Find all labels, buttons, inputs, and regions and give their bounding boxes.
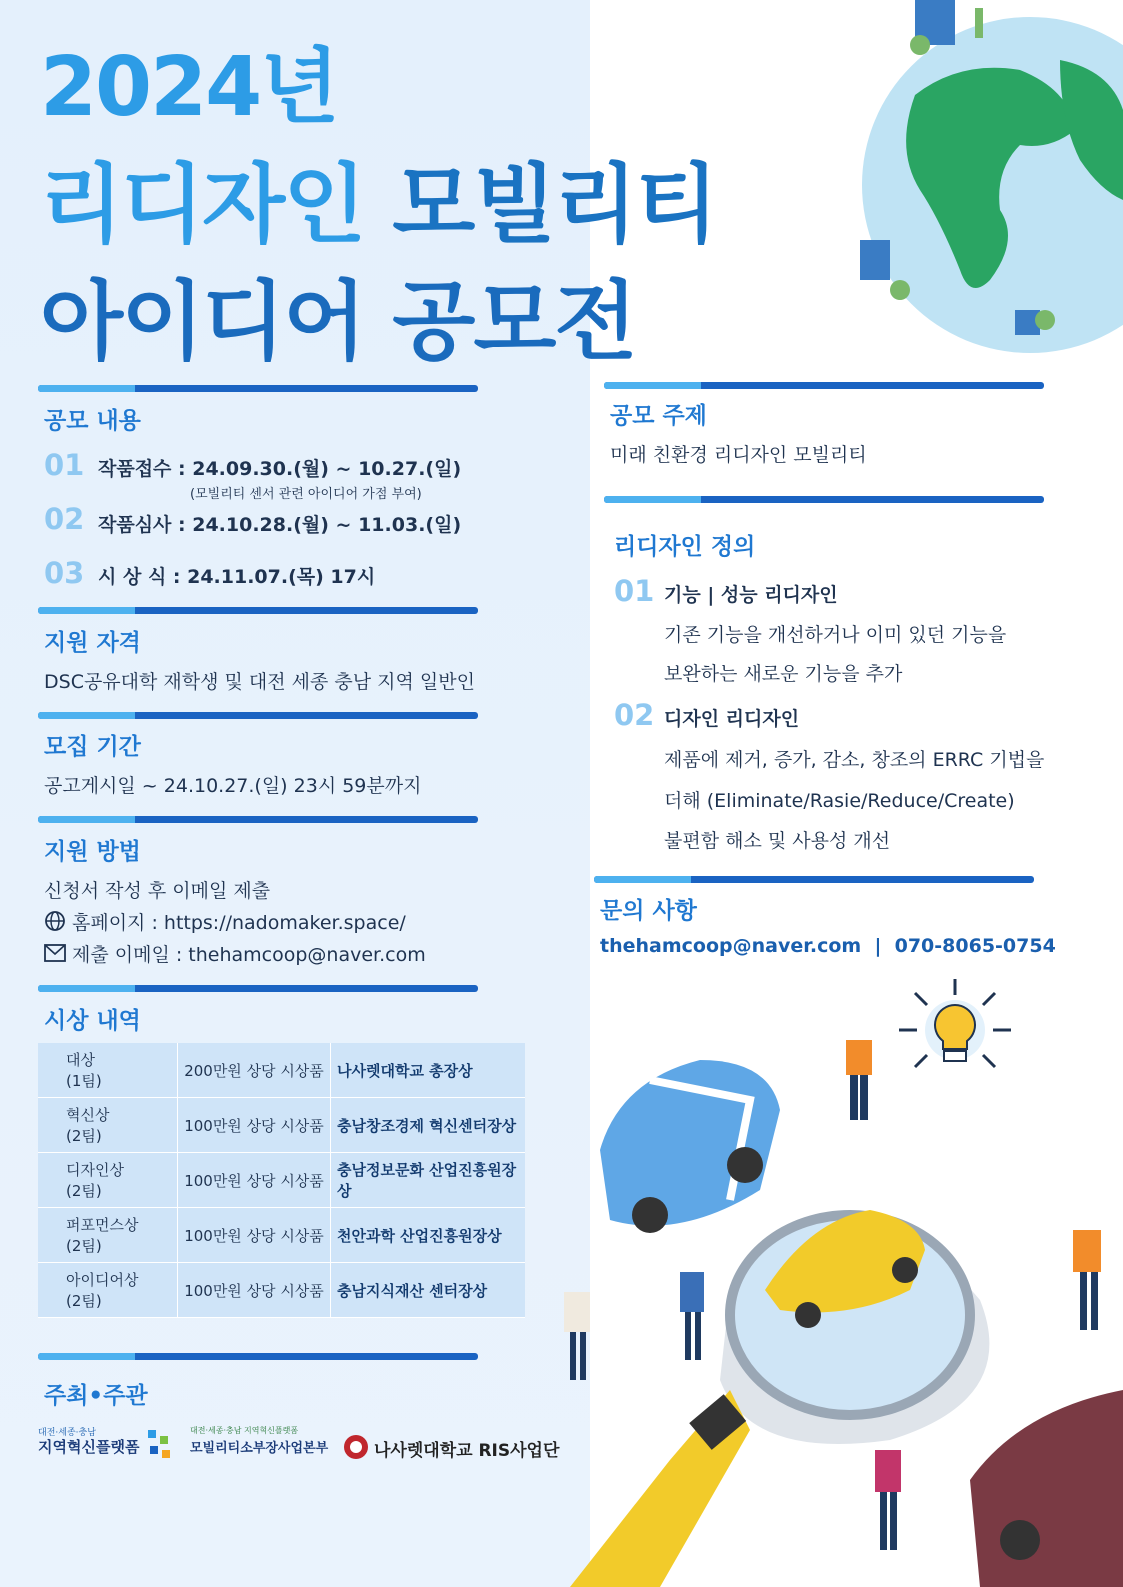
section-title-host: 주최•주관 [44,1383,148,1409]
section-divider [38,1353,478,1360]
step-text: 작품심사 : 24.10.28.(월) ~ 11.03.(일) [98,514,462,536]
step-text: 작품접수 : 24.09.30.(월) ~ 10.27.(일) [98,458,462,480]
logo2-subtitle: 대전·세종·충남 지역혁신플랫폼 [190,1426,299,1435]
section-title-contact: 문의 사항 [600,898,697,924]
homepage-link[interactable]: 홈페이지 : https://nadomaker.space/ [72,912,406,934]
definition-line: 보완하는 새로운 기능을 추가 [664,663,903,685]
step-note: (모빌리티 센서 관련 아이디어 가점 부여) [190,487,422,502]
step-text: 시 상 식 : 24.11.07.(목) 17시 [98,566,376,588]
table-row: 대상 (1팀) 200만원 상당 시상품 나사렛대학교 총장상 [38,1043,525,1098]
table-row: 혁신상 (2팀) 100만원 상당 시상품 충남창조경제 혁신센터장상 [38,1098,525,1153]
section-title-contest: 공모 내용 [44,408,141,434]
title-year: 2024년 [40,40,338,135]
section-divider [604,382,1044,389]
table-row: 디자인상 (2팀) 100만원 상당 시상품 충남정보문화 산업진흥원장상 [38,1153,525,1208]
definition-number: 02 [614,698,655,732]
definition-line: 불편함 해소 및 사용성 개선 [664,830,891,852]
table-row: 퍼포먼스상 (2팀) 100만원 상당 시상품 천안과학 산업진흥원장상 [38,1208,525,1263]
section-divider [38,385,478,392]
section-divider [604,496,1044,503]
section-title-definition: 리디자인 정의 [614,534,756,560]
table-row: 아이디어상 (2팀) 100만원 상당 시상품 충남지식재산 센터장상 [38,1263,525,1318]
logo-regional-platform: 지역혁신플랫폼 [38,1438,140,1456]
definition-title: 디자인 리디자인 [664,708,800,730]
section-divider [38,985,478,992]
section-title-period: 모집 기간 [44,734,141,760]
section-divider [594,876,1034,883]
globe-illustration [820,0,1123,360]
globe-icon [44,910,66,932]
contact-text: thehamcoop@naver.com | 070-8065-0754 [600,935,1056,957]
logo-nazarene-ris: 나사렛대학교 RIS사업단 [374,1441,560,1461]
step-number: 02 [44,502,85,536]
mail-icon [44,944,66,962]
period-text: 공고게시일 ~ 24.10.27.(일) 23시 59분까지 [44,775,422,797]
section-title-apply: 지원 방법 [44,839,141,865]
section-divider [38,607,478,614]
logo1-subtitle: 대전·세종·충남 [38,1428,96,1438]
awards-table [38,1043,525,1318]
eligibility-text: DSC공유대학 재학생 및 대전 세종 충남 지역 일반인 [44,671,475,693]
section-divider [38,816,478,823]
platform-logo-icon [146,1428,172,1460]
section-title-topic: 공모 주제 [610,403,707,429]
step-number: 01 [44,448,85,482]
definition-line: 기존 기능을 개선하거나 이미 있던 기능을 [664,624,1007,646]
definition-number: 01 [614,574,655,608]
definition-line: 더해 (Eliminate/Rasie/Reduce/Create) [664,790,1015,812]
section-title-eligibility: 지원 자격 [44,630,141,656]
section-divider [38,712,478,719]
apply-text: 신청서 작성 후 이메일 제출 [44,880,271,902]
title-line2: 리디자인 모빌리티 [40,155,717,255]
definition-line: 제품에 제거, 증가, 감소, 창조의 ERRC 기법을 [664,749,1045,771]
definition-title: 기능 | 성능 리디자인 [664,584,838,606]
logo-mobility-division: 모빌리티소부장사업본부 [190,1441,329,1456]
emblem-icon [343,1434,369,1460]
title-line3: 아이디어 공모전 [40,272,636,372]
email-link[interactable]: 제출 이메일 : thehamcoop@naver.com [72,944,426,966]
section-title-awards: 시상 내역 [44,1008,141,1034]
mobility-illustration [550,1040,1123,1587]
step-number: 03 [44,556,85,590]
topic-text: 미래 친환경 리디자인 모빌리티 [610,444,867,466]
